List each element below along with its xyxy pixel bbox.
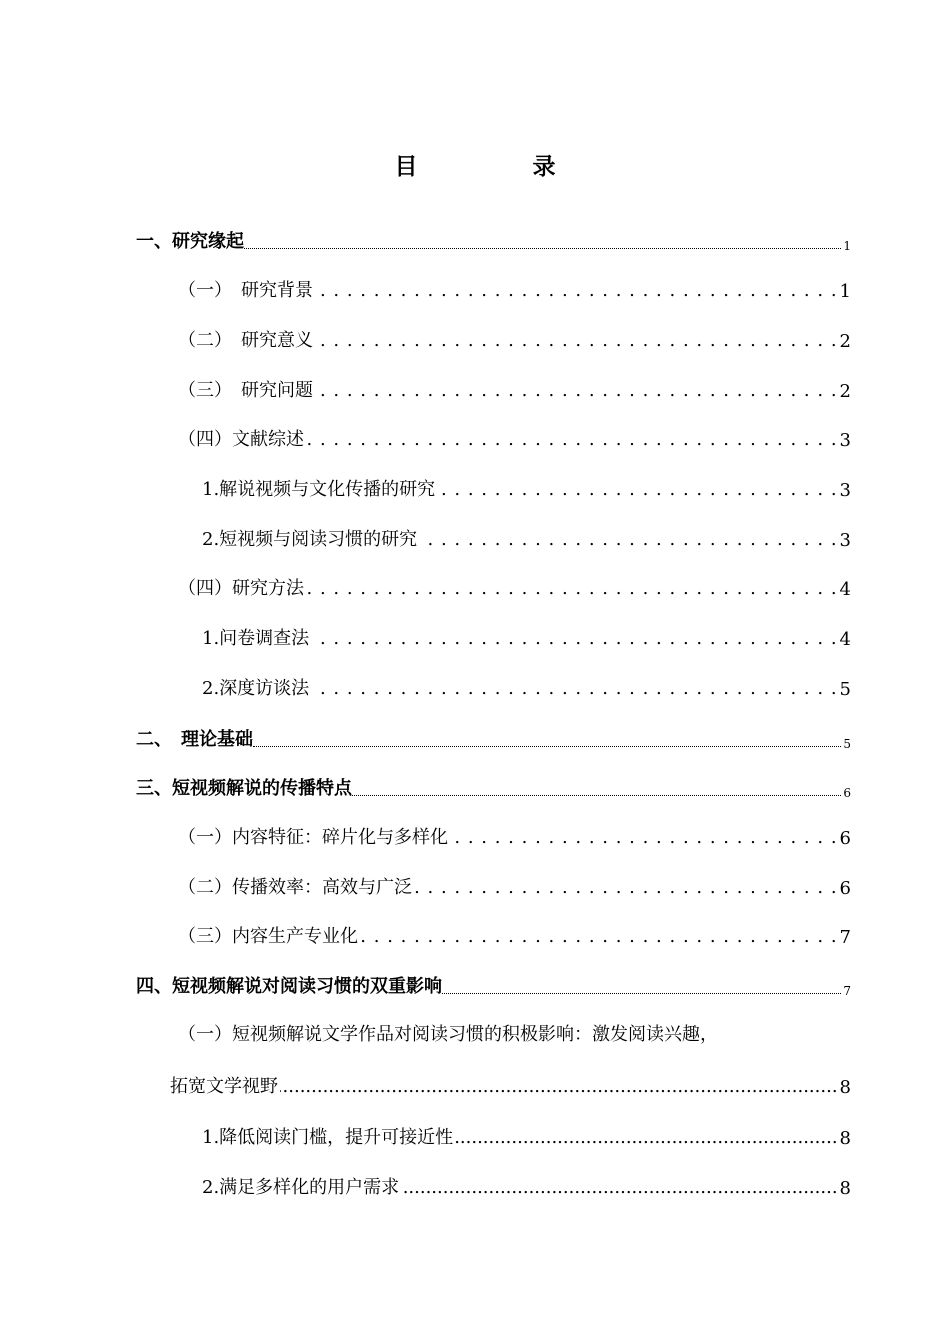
toc-entry-page: 6	[843, 786, 851, 800]
dot-leader	[442, 992, 841, 994]
dot-leader	[414, 877, 838, 899]
toc-entry-page: 7	[839, 927, 851, 948]
toc-entry-text: 四、短视频解说对阅读习惯的双重影响	[136, 976, 442, 997]
toc-entry-text: 2.满足多样化的用户需求	[202, 1177, 400, 1198]
toc-entry[interactable]	[178, 918, 851, 948]
dot-leader	[419, 529, 837, 551]
toc-entry-page: 5	[839, 679, 851, 700]
toc-entry[interactable]	[136, 968, 851, 998]
toc-entry[interactable]	[202, 1119, 851, 1149]
toc-entry-text: （一）内容特征：碎片化与多样化	[178, 827, 448, 848]
toc-entry[interactable]	[170, 1068, 851, 1098]
dot-leader	[315, 380, 838, 402]
dot-leader	[311, 628, 837, 650]
toc-entry-page: 6	[839, 828, 851, 849]
toc-entry-page: 1	[843, 239, 851, 253]
toc-entry[interactable]	[202, 1169, 851, 1199]
toc-entry[interactable]	[202, 620, 851, 650]
toc-entry[interactable]	[178, 570, 851, 600]
toc-entry[interactable]	[202, 670, 851, 700]
toc-entry-text: 拓宽文学视野	[170, 1076, 278, 1097]
toc-entry-text: （二）传播效率：高效与广泛	[178, 877, 412, 898]
toc-entry-page: 8	[839, 1077, 851, 1098]
toc-entry-text: 1.降低阅读门槛，提升可接近性	[202, 1127, 454, 1148]
toc-entry[interactable]	[178, 869, 851, 899]
toc-entry-text: 2.深度访谈法	[202, 678, 310, 699]
toc-entry-page: 3	[839, 430, 851, 451]
dot-leader	[306, 429, 838, 451]
toc-entry[interactable]	[178, 372, 851, 402]
toc-entry-page: 5	[843, 737, 851, 751]
dot-leader	[315, 280, 838, 302]
toc-entry[interactable]	[202, 521, 851, 551]
toc-entry-page: 4	[839, 579, 851, 600]
dot-leader	[280, 1076, 838, 1098]
dot-leader	[437, 479, 837, 501]
toc-entry-text-line1[interactable]: （一）短视频解说文学作品对阅读习惯的积极影响：激发阅读兴趣，	[178, 1024, 718, 1045]
dot-leader	[315, 330, 838, 352]
toc-entry-page: 3	[839, 530, 851, 551]
dot-leader	[455, 1127, 837, 1149]
toc-title: 目 录	[394, 154, 602, 180]
toc-entry[interactable]	[136, 770, 851, 800]
toc-entry-text: 一、研究缘起	[136, 231, 244, 252]
toc-entry-text: （四）研究方法	[178, 578, 304, 599]
dot-leader	[352, 794, 841, 796]
toc-entry[interactable]	[202, 471, 851, 501]
toc-entry[interactable]	[178, 819, 851, 849]
toc-entry-text: 1.解说视频与文化传播的研究	[202, 479, 436, 500]
dot-leader	[401, 1177, 837, 1199]
toc-entry-text: （二） 研究意义	[178, 330, 313, 351]
toc-entry[interactable]	[178, 322, 851, 352]
toc-entry[interactable]	[136, 223, 851, 253]
toc-entry-text: 二、 理论基础	[136, 729, 253, 750]
dot-leader	[450, 827, 838, 849]
dot-leader	[244, 247, 841, 249]
toc-entry-page: 2	[839, 381, 851, 402]
toc-entry-text: （三）内容生产专业化	[178, 926, 358, 947]
toc-entry-page: 7	[843, 984, 851, 998]
toc-entry-page: 6	[839, 878, 851, 899]
toc-entry[interactable]	[178, 421, 851, 451]
toc-entry-page: 4	[839, 629, 851, 650]
toc-entry-page: 3	[839, 480, 851, 501]
dot-leader	[311, 678, 837, 700]
toc-entry-text: （一） 研究背景	[178, 280, 313, 301]
dot-leader	[360, 926, 838, 948]
toc-entry[interactable]	[136, 721, 851, 751]
toc-entry-page: 1	[839, 281, 851, 302]
toc-entry-page: 2	[839, 331, 851, 352]
toc-entry[interactable]	[178, 272, 851, 302]
toc-entry-text: 1.问卷调查法	[202, 628, 310, 649]
toc-entry-page: 8	[839, 1128, 851, 1149]
toc-entry-text: （三） 研究问题	[178, 380, 313, 401]
toc-entry-text: 三、短视频解说的传播特点	[136, 778, 352, 799]
dot-leader	[253, 745, 841, 747]
toc-entry-text: 2.短视频与阅读习惯的研究	[202, 529, 418, 550]
dot-leader	[306, 578, 838, 600]
toc-entry-page: 8	[839, 1178, 851, 1199]
toc-entry-text: （四）文献综述	[178, 429, 304, 450]
